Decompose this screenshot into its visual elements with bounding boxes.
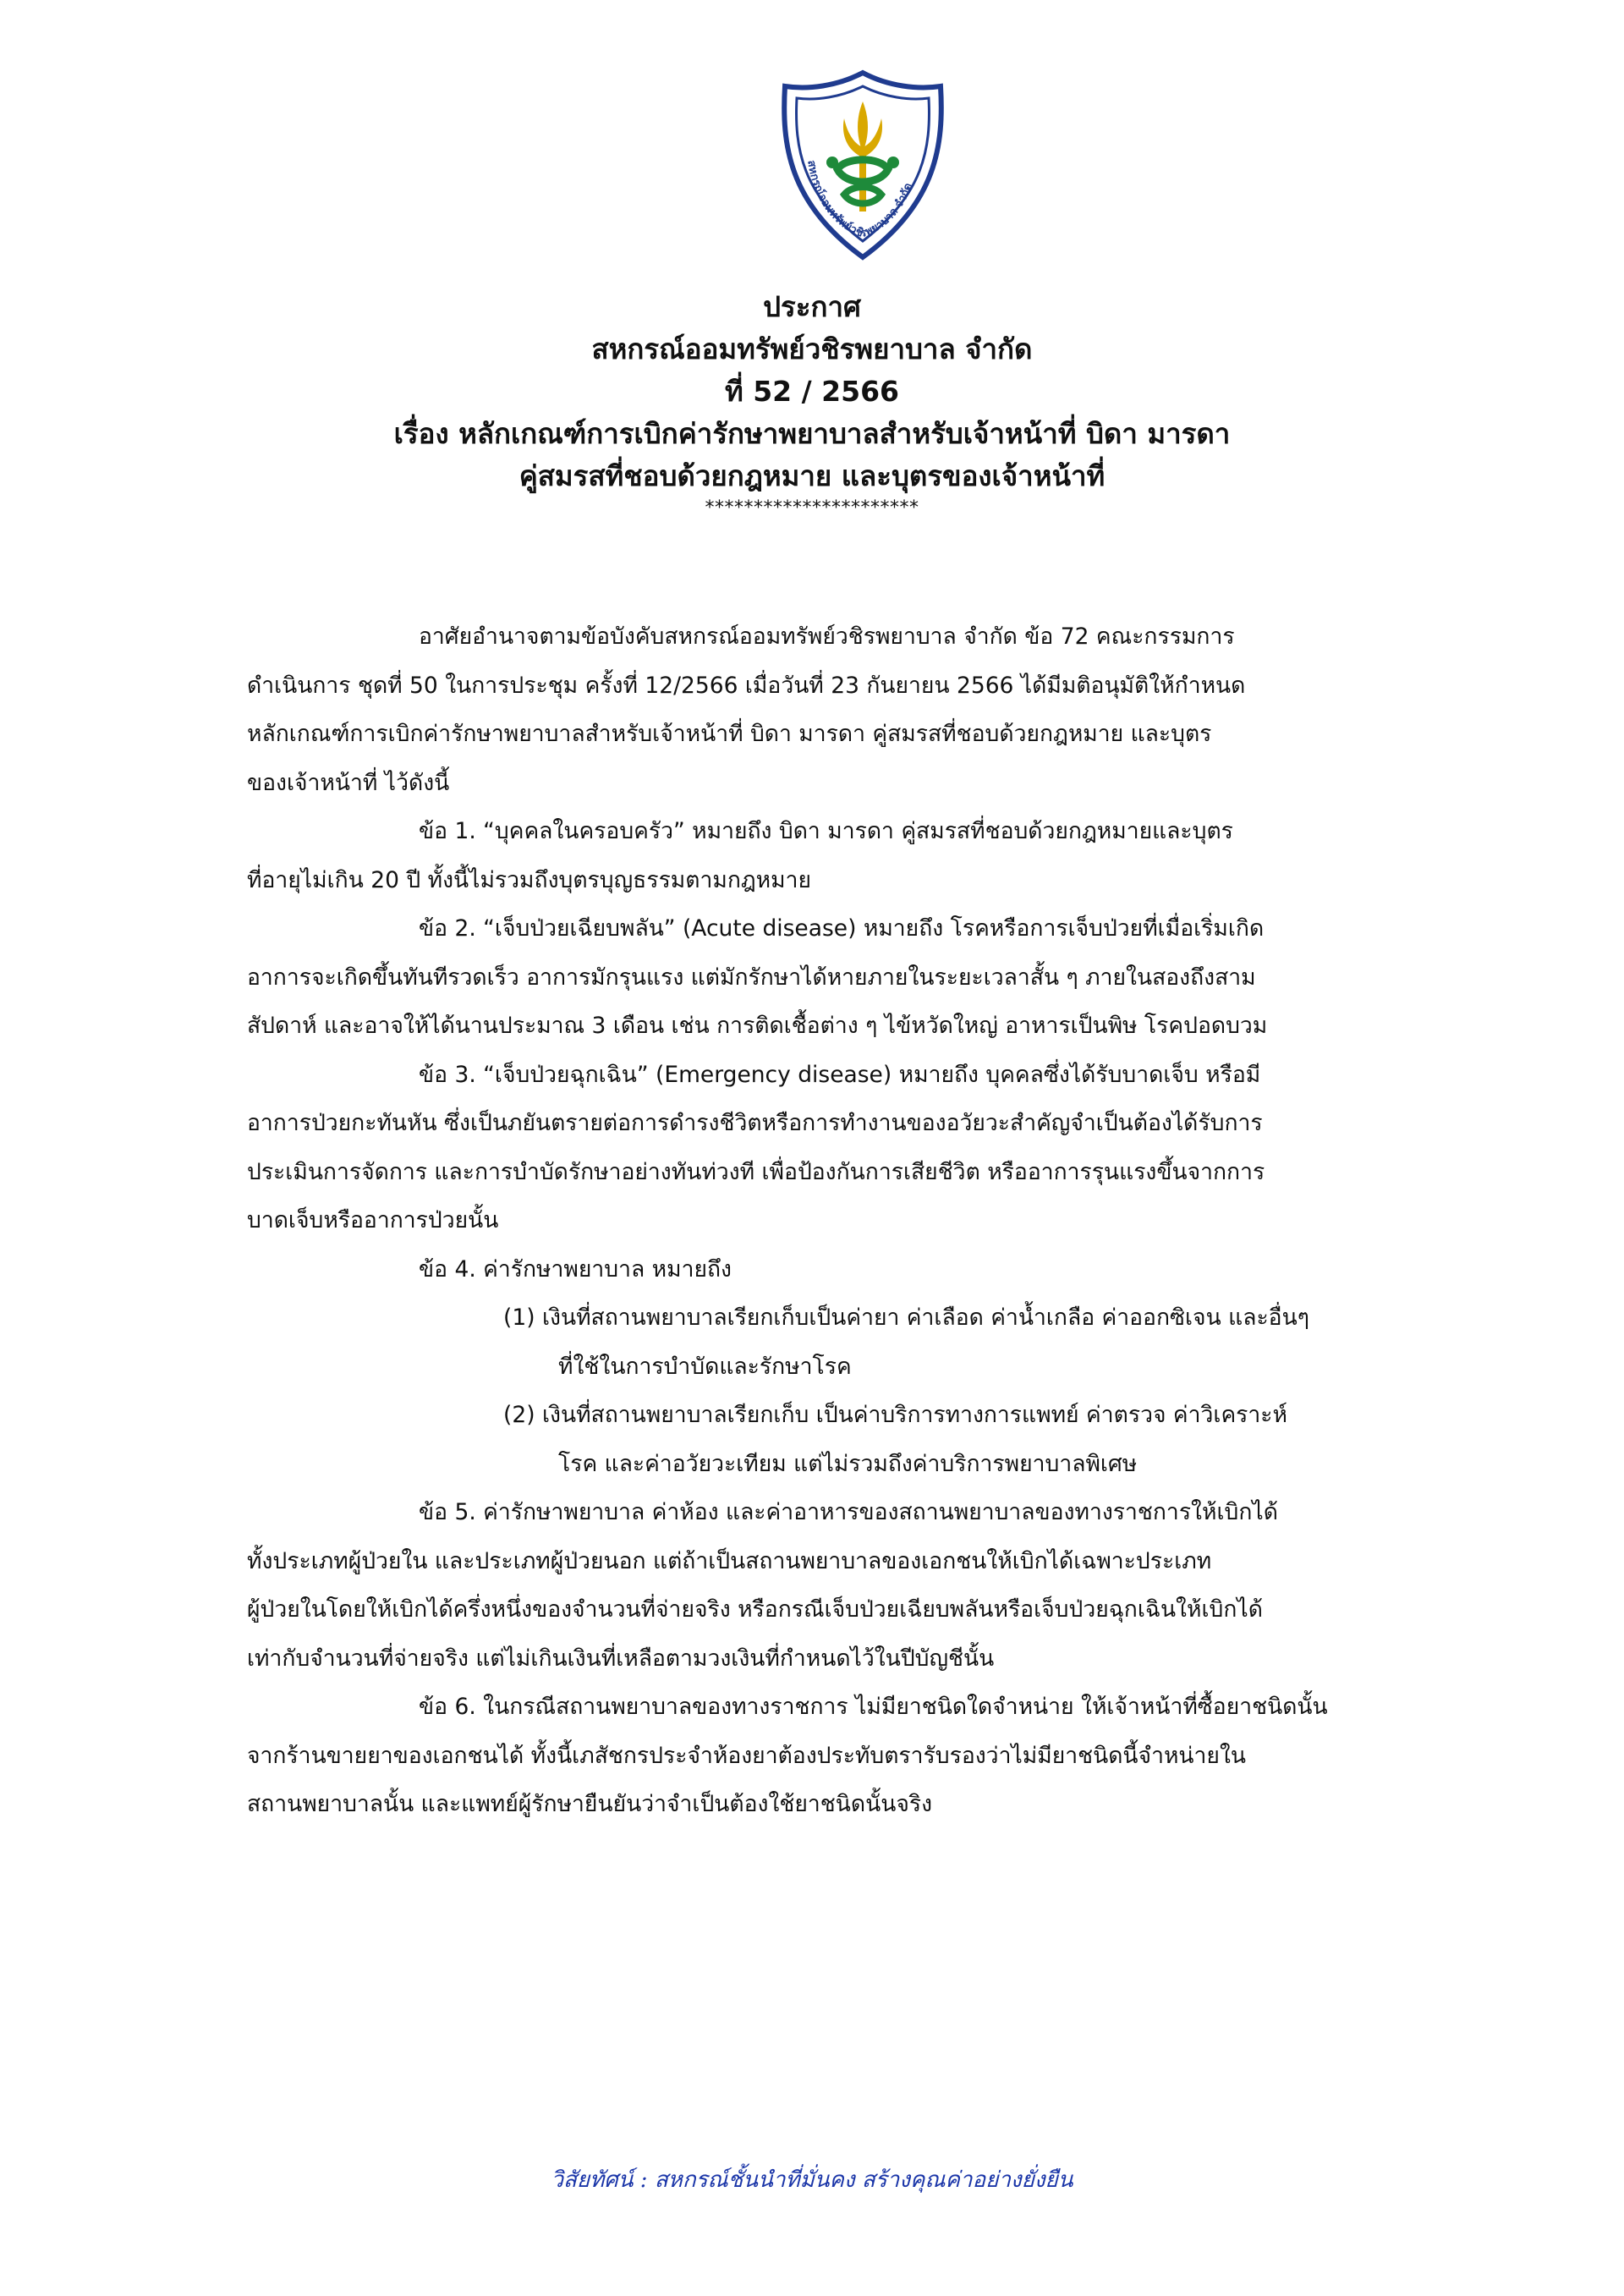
clause-2-line: ข้อ 2. “เจ็บป่วยเฉียบพลัน” (Acute disease) หมายถึง โรคหรือการเจ็บป่วยที่เมื่อเริ่มเกิด	[419, 915, 1265, 942]
separator: **********************	[705, 497, 919, 519]
clause-4-item-2-cont: โรค และค่าอวัยวะเทียม แต่ไม่รวมถึงค่าบริการพยาบาลพิเศษ	[558, 1450, 1138, 1477]
subject-line-1: เรื่อง หลักเกณฑ์การเบิกค่ารักษาพยาบาลสำหรับเจ้าหน้าที่ บิดา มารดา	[393, 417, 1231, 450]
clause-4-item-1: (1) เงินที่สถานพยาบาลเรียกเก็บเป็นค่ายา ค่าเลือด ค่าน้ำเกลือ ค่าออกซิเจน และอื่นๆ	[503, 1305, 1309, 1331]
clause-4-heading: ข้อ 4. ค่ารักษาพยาบาล หมายถึง	[419, 1255, 732, 1283]
announcement-title: ประกาศ	[763, 290, 861, 323]
preamble-line: ดำเนินการ ชุดที่ 50 ในการประชุม ครั้งที่ 12/2566 เมื่อวันที่ 23 กันยายน 2566 ได้มีมติอนุมัติให้กำหนด	[247, 672, 1246, 699]
clause-6-line: ข้อ 6. ในกรณีสถานพยาบาลของทางราชการ ไม่มียาชนิดใดจำหน่าย ให้เจ้าหน้าที่ซื้อยาชนิดนั้น	[419, 1694, 1328, 1720]
clause-3-line: ข้อ 3. “เจ็บป่วยฉุกเฉิน” (Emergency disease) หมายถึง บุคคลซึ่งได้รับบาดเจ็บ หรือมี	[419, 1061, 1261, 1088]
announcement-number: ที่ 52 / 2566	[724, 375, 900, 408]
clause-1-line: ข้อ 1. “บุคคลในครอบครัว” หมายถึง บิดา มารดา คู่สมรสที่ชอบด้วยกฎหมายและบุตร	[419, 818, 1233, 844]
clause-5-line: ข้อ 5. ค่ารักษาพยาบาล ค่าห้อง และค่าอาหารของสถานพยาบาลของทางราชการให้เบิกได้	[419, 1499, 1278, 1525]
clause-3-line: ประเมินการจัดการ และการบำบัดรักษาอย่างทันท่วงที เพื่อป้องกันการเสียชีวิต หรืออาการรุนแรงขึ้นจากการ	[247, 1158, 1265, 1185]
clause-2-line: สัปดาห์ และอาจให้ได้นานประมาณ 3 เดือน เช่น การติดเชื้อต่าง ๆ ไข้หวัดใหญ่ อาหารเป็นพิษ โรคปอดบวม	[247, 1013, 1268, 1039]
clause-5-line: ทั้งประเภทผู้ป่วยใน และประเภทผู้ป่วยนอก แต่ถ้าเป็นสถานพยาบาลของเอกชนให้เบิกได้เฉพาะประเภท	[247, 1547, 1212, 1574]
preamble-line: ของเจ้าหน้าที่ ไว้ดังนี้	[247, 769, 450, 796]
clause-6-line: สถานพยาบาลนั้น และแพทย์ผู้รักษายืนยันว่าจำเป็นต้องใช้ยาชนิดนั้นจริง	[247, 1791, 933, 1817]
clause-3-line: บาดเจ็บหรืออาการป่วยนั้น	[247, 1207, 499, 1233]
preamble-line: หลักเกณฑ์การเบิกค่ารักษาพยาบาลสำหรับเจ้าหน้าที่ บิดา มารดา คู่สมรสที่ชอบด้วยกฎหมาย และบุตร	[247, 721, 1212, 747]
organization-name: สหกรณ์ออมทรัพย์วชิรพยาบาล จำกัด	[591, 332, 1033, 365]
cooperative-logo	[778, 68, 947, 262]
clause-4-item-2: (2) เงินที่สถานพยาบาลเรียกเก็บ เป็นค่าบริการทางการแพทย์ ค่าตรวจ ค่าวิเคราะห์	[503, 1402, 1287, 1428]
logo-ring-text: สหกรณ์ออมทรัพย์วชิรพยาบาล จำกัด	[804, 159, 916, 241]
clause-2-line: อาการจะเกิดขึ้นทันทีรวดเร็ว อาการมักรุนแรง แต่มักรักษาได้หายภายในระยะเวลาสั้น ๆ ภายในสองถึงสาม	[247, 964, 1256, 991]
preamble-line: อาศัยอำนาจตามข้อบังคับสหกรณ์ออมทรัพย์วชิรพยาบาล จำกัด ข้อ 72 คณะกรรมการ	[419, 623, 1235, 650]
clause-6-line: จากร้านขายยาของเอกชนได้ ทั้งนี้เภสัชกรประจำห้องยาต้องประทับตรารับรองว่าไม่มียาชนิดนี้จำหน่ายใน	[247, 1742, 1246, 1769]
announcement-header	[0, 286, 1624, 519]
clause-1-line: ที่อายุไม่เกิน 20 ปี ทั้งนี้ไม่รวมถึงบุตรบุญธรรมตามกฎหมาย	[247, 866, 812, 893]
shield-emblem-icon	[778, 68, 947, 262]
vision-footer: วิสัยทัศน์ : สหกรณ์ชั้นนำที่มั่นคง สร้างคุณค่าอย่างยั่งยืน	[551, 2167, 1073, 2193]
clause-4-item-1-cont: ที่ใช้ในการบำบัดและรักษาโรค	[558, 1353, 852, 1380]
clause-5-line: ผู้ป่วยในโดยให้เบิกได้ครึ่งหนึ่งของจำนวนที่จ่ายจริง หรือกรณีเจ็บป่วยเฉียบพลันหรือเจ็บป่วยฉุกเฉินให้เบิกได้	[247, 1596, 1263, 1623]
subject-line-2: คู่สมรสที่ชอบด้วยกฎหมาย และบุตรของเจ้าหน้าที่	[518, 459, 1106, 492]
clause-5-line: เท่ากับจำนวนที่จ่ายจริง แต่ไม่เกินเงินที่เหลือตามวงเงินที่กำหนดไว้ในปีบัญชีนั้น	[247, 1645, 995, 1672]
clause-3-line: อาการป่วยกะทันหัน ซึ่งเป็นภยันตรายต่อการดำรงชีวิตหรือการทำงานของอวัยวะสำคัญจำเป็นต้องได้รับการ	[247, 1110, 1263, 1136]
announcement-body	[247, 612, 1490, 1829]
